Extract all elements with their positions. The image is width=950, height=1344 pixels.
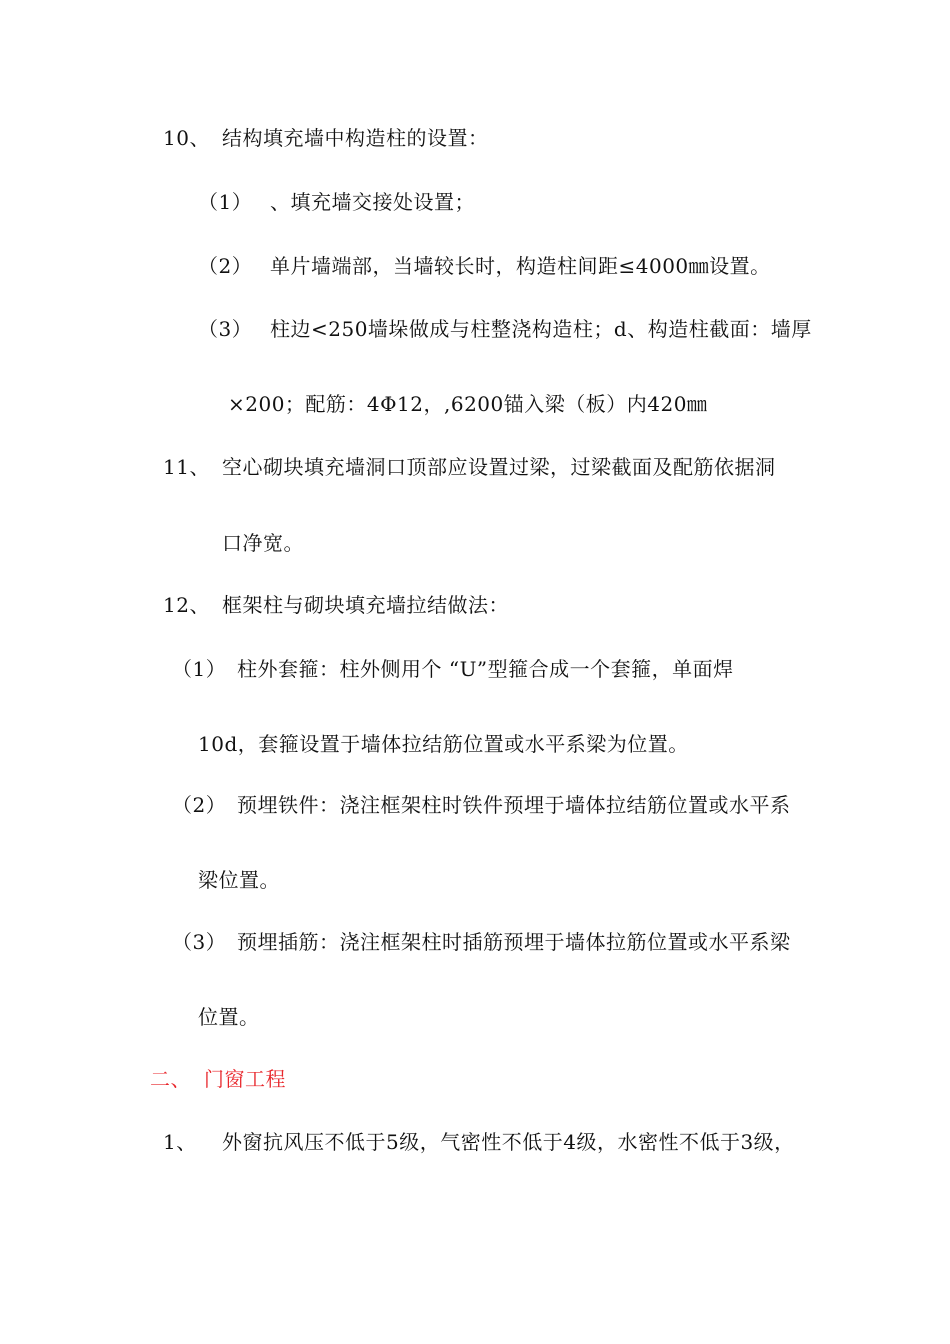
- section-2-number: 二、: [150, 1067, 191, 1091]
- item-12-2-number: （2）: [172, 793, 227, 817]
- item-10-3-text: 柱边<250墙垛做成与柱整浇构造柱；d、构造柱截面：墙厚: [270, 317, 812, 341]
- item-12-1-text: 柱外套箍：柱外侧用个 “U”型箍合成一个套箍，单面焊: [237, 657, 734, 681]
- item-12-3-continuation-text: 位置。: [198, 1005, 260, 1029]
- item-10-2-number: （2）: [198, 254, 253, 278]
- item-12-number: 12、: [163, 593, 210, 617]
- item-10-text: 结构填充墙中构造柱的设置：: [222, 126, 489, 150]
- item-12-1-number: （1）: [172, 657, 227, 681]
- item-10-3-number: （3）: [198, 317, 253, 341]
- item-12-2-text: 预埋铁件：浇注框架柱时铁件预埋于墙体拉结筋位置或水平系: [237, 793, 791, 817]
- item-10-number: 10、: [163, 126, 210, 150]
- item-12-3-text: 预埋插筋：浇注框架柱时插筋预埋于墙体拉筋位置或水平系梁: [237, 930, 791, 954]
- section-2-item-1-text: 外窗抗风压不低于5级，气密性不低于4级，水密性不低于3级，: [222, 1130, 795, 1154]
- section-2-title: 门窗工程: [204, 1067, 286, 1091]
- item-10-1-number: （1）: [198, 190, 253, 214]
- item-11-continuation-text: 口净宽。: [222, 531, 304, 555]
- item-10-3-continuation-text: ×200；配筋：4Φ12，,6200锚入梁（板）内420㎜: [228, 392, 708, 416]
- item-11-text: 空心砌块填充墙洞口顶部应设置过梁，过梁截面及配筋依据洞: [222, 455, 776, 479]
- item-12-1-continuation-text: 10d，套箍设置于墙体拉结筋位置或水平系梁为位置。: [198, 732, 689, 756]
- item-10-1-text: 、填充墙交接处设置；: [270, 190, 475, 214]
- item-11-number: 11、: [163, 455, 210, 479]
- section-2-item-1-number: 1、: [163, 1130, 197, 1154]
- item-10-2-text: 单片墙端部，当墙较长时，构造柱间距≤4000㎜设置。: [270, 254, 771, 278]
- item-12-text: 框架柱与砌块填充墙拉结做法：: [222, 593, 509, 617]
- item-12-2-continuation-text: 梁位置。: [198, 868, 280, 892]
- item-12-3-number: （3）: [172, 930, 227, 954]
